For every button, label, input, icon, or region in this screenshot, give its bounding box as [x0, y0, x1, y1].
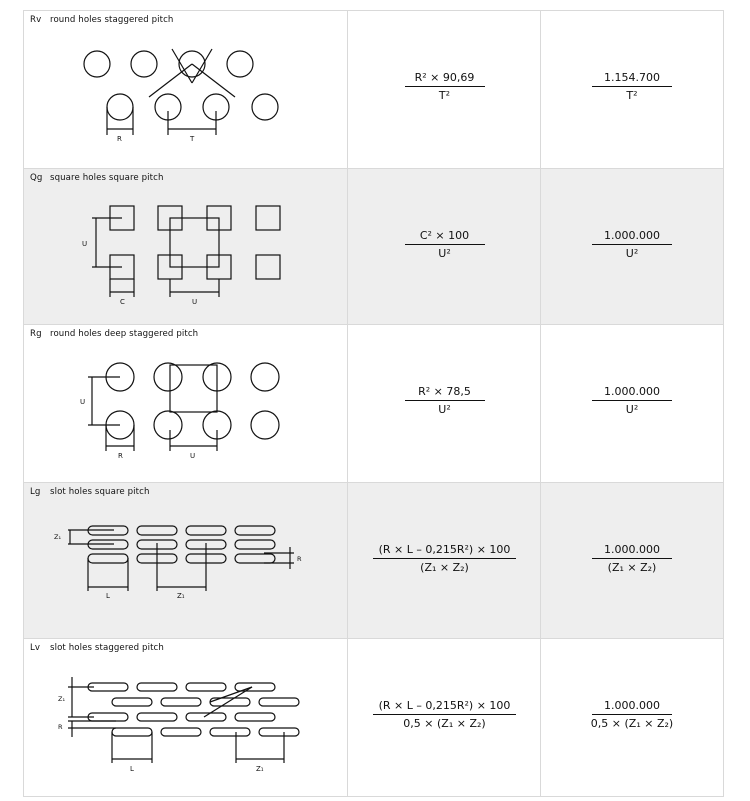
pattern-cell	[24, 483, 347, 638]
formula-numerator: R² × 78,5	[405, 385, 485, 401]
holes-formula	[541, 71, 723, 102]
open-area-formula-cell	[347, 639, 541, 796]
holes-per-m2-formula-cell	[540, 483, 723, 638]
pattern-code: Rg	[30, 329, 42, 339]
dimension-label: Z₁	[58, 695, 66, 703]
pattern-cell	[24, 639, 347, 796]
table-row	[24, 11, 723, 169]
formula-denominator: U²	[438, 247, 451, 260]
pattern-code: Lg	[30, 487, 41, 497]
dimension-label: C	[120, 298, 125, 306]
holes-formula	[541, 699, 723, 730]
holes-per-m2-formula-cell	[540, 325, 723, 482]
dimension-label: R	[118, 452, 123, 460]
open-area-formula	[348, 71, 541, 102]
pattern-title: round holes deep staggered pitch	[50, 329, 199, 339]
formula-numerator: 1.154.700	[592, 71, 672, 87]
table-row	[24, 325, 723, 483]
formula-numerator: 1.000.000	[592, 699, 672, 715]
dimension-label: Z₁	[54, 533, 62, 541]
formula-numerator: C² × 100	[405, 229, 485, 245]
table-row	[24, 483, 723, 639]
dimension-label: U	[190, 452, 196, 460]
dimension-label: R	[58, 723, 63, 731]
table-row	[24, 169, 723, 325]
pattern-cell	[24, 11, 347, 168]
holes-formula	[541, 543, 723, 574]
pattern-title: square holes square pitch	[50, 173, 164, 183]
slot-square-diagram	[24, 483, 347, 640]
formula-denominator: U²	[438, 403, 451, 416]
pattern-code: Lv	[30, 643, 41, 653]
open-area-formula	[348, 699, 541, 730]
table-row	[24, 639, 723, 797]
pattern-code: Rv	[30, 15, 42, 25]
dimension-label: L	[106, 592, 110, 600]
holes-per-m2-formula-cell	[540, 639, 723, 796]
dimension-label: T	[190, 135, 195, 143]
perforation-formula-table	[23, 10, 724, 797]
open-area-formula-cell	[347, 483, 541, 638]
formula-numerator: (R × L – 0,215R²) × 100	[373, 543, 517, 559]
formula-denominator: U²	[625, 247, 639, 260]
formula-denominator: (Z₁ × Z₂)	[420, 561, 469, 574]
pattern-cell	[24, 169, 347, 324]
holes-formula	[541, 229, 723, 260]
pattern-cell	[24, 325, 347, 482]
formula-numerator: 1.000.000	[592, 543, 672, 559]
open-area-formula	[348, 385, 541, 416]
round-staggered-diagram	[24, 11, 347, 168]
formula-numerator: (R × L – 0,215R²) × 100	[373, 699, 517, 715]
formula-denominator: T²	[438, 89, 451, 102]
open-area-formula	[348, 229, 541, 260]
square-square-diagram	[24, 169, 347, 326]
formula-denominator: 0,5 × (Z₁ × Z₂)	[590, 717, 674, 730]
dimension-label: Z₁	[256, 765, 264, 773]
pattern-title: round holes staggered pitch	[50, 15, 174, 25]
open-area-formula-cell	[347, 169, 541, 324]
slot-staggered-diagram	[24, 639, 347, 796]
dimension-label: U	[82, 240, 88, 248]
formula-numerator: 1.000.000	[592, 229, 672, 245]
dimension-label: Z₁	[177, 592, 185, 600]
formula-denominator: T²	[626, 89, 638, 102]
pattern-code: Qg	[30, 173, 43, 183]
open-area-formula-cell	[347, 11, 541, 168]
holes-formula	[541, 385, 723, 416]
formula-denominator: 0,5 × (Z₁ × Z₂)	[403, 717, 486, 730]
formula-denominator: (Z₁ × Z₂)	[607, 561, 657, 574]
open-area-formula-cell	[347, 325, 541, 482]
dimension-label: R	[117, 135, 122, 143]
round-deep-staggered-diagram	[24, 325, 347, 482]
formula-denominator: U²	[625, 403, 639, 416]
holes-per-m2-formula-cell	[540, 169, 723, 324]
dimension-label: U	[192, 298, 198, 306]
pattern-title: slot holes square pitch	[50, 487, 150, 497]
pattern-title: slot holes staggered pitch	[50, 643, 164, 653]
dimension-label: L	[130, 765, 134, 773]
formula-numerator: R² × 90,69	[405, 71, 485, 87]
dimension-label: U	[80, 398, 86, 406]
formula-numerator: 1.000.000	[592, 385, 672, 401]
dimension-label: R	[297, 555, 302, 563]
holes-per-m2-formula-cell	[540, 11, 723, 168]
open-area-formula	[348, 543, 541, 574]
